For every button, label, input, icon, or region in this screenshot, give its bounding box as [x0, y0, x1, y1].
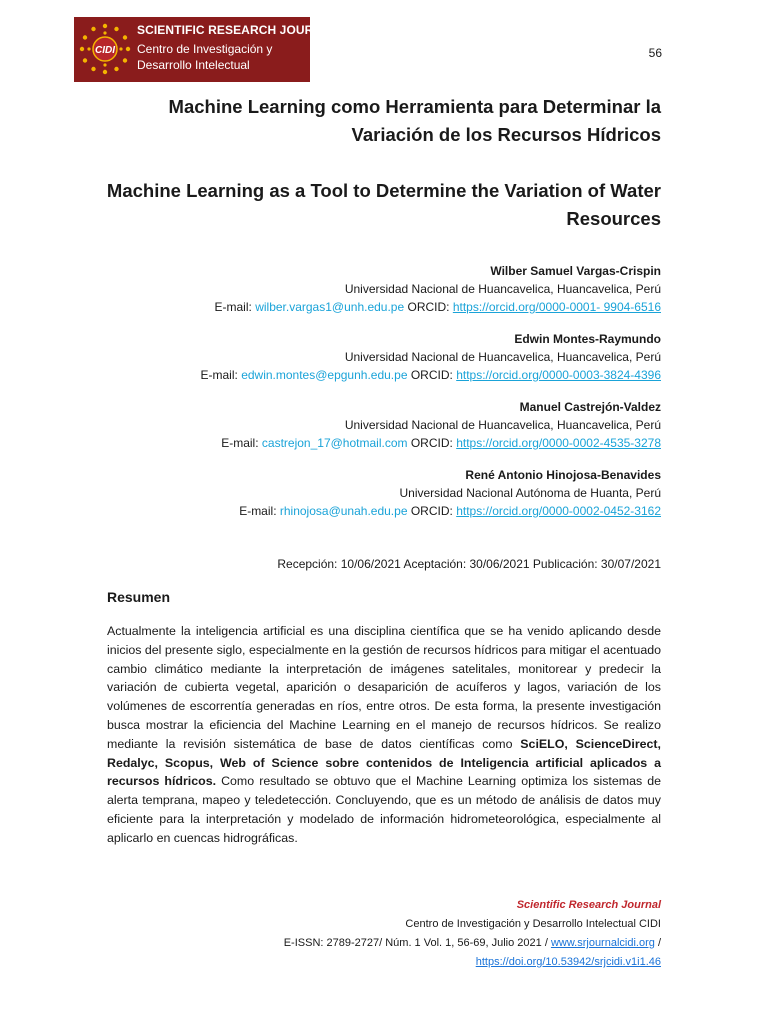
- author-entry: [100, 466, 661, 520]
- logo-title: SCIENTIFIC RESEARCH JOURNAL: [137, 23, 339, 37]
- footer-doi-line: [100, 953, 661, 972]
- footer-slash: /: [657, 937, 661, 949]
- email-link[interactable]: rhinojosa@unah.edu.pe: [279, 504, 408, 518]
- email-link[interactable]: castrejon_17@hotmail.com: [261, 436, 408, 450]
- email-label: E-mail:: [239, 504, 277, 518]
- author-contact: [100, 434, 661, 452]
- footer-doi-link[interactable]: https://doi.org/10.53942/srjcidi.v1i1.46: [475, 956, 661, 968]
- logo-subtitle: [137, 41, 307, 73]
- orcid-label: ORCID:: [410, 436, 453, 450]
- author-affiliation: Universidad Nacional de Huancavelica, Huancavelica, Perú: [344, 282, 661, 296]
- email-label: E-mail:: [200, 368, 238, 382]
- orcid-link[interactable]: https://orcid.org/0000-0002-0452-3162: [456, 504, 661, 518]
- author-entry: [100, 330, 661, 384]
- email-link[interactable]: wilber.vargas1@unh.edu.pe: [255, 300, 405, 314]
- title-spanish-block: [100, 93, 661, 149]
- author-entry: [100, 262, 661, 316]
- page-number: 56: [648, 46, 662, 60]
- author-affiliation: Universidad Nacional Autónoma de Huanta, Perú: [399, 486, 661, 500]
- orcid-link[interactable]: https://orcid.org/0000-0002-4535-3278: [456, 436, 661, 450]
- author-entry: [100, 398, 661, 452]
- page-footer: [100, 896, 661, 972]
- orcid-link[interactable]: https://orcid.org/0000-0001- 9904-6516: [452, 300, 661, 314]
- orcid-link[interactable]: https://orcid.org/0000-0003-3824-4396: [456, 368, 661, 382]
- footer-issn: E-ISSN: 2789-2727/ Núm. 1 Vol. 1, 56-69, Julio 2021 /: [283, 937, 548, 949]
- email-label: E-mail:: [214, 300, 252, 314]
- orcid-label: ORCID:: [410, 368, 453, 382]
- footer-journal-name: Scientific Research Journal: [516, 899, 661, 911]
- footer-issn-line: [100, 934, 661, 953]
- author-name: Edwin Montes-Raymundo: [514, 332, 661, 346]
- author-list: [100, 262, 661, 534]
- logo-subtitle-line-2: Desarrollo Intelectual: [137, 58, 250, 72]
- footer-website-link[interactable]: www.srjournalcidi.org: [550, 937, 655, 949]
- author-affiliation: Universidad Nacional de Huancavelica, Huancavelica, Perú: [344, 418, 661, 432]
- orcid-label: ORCID:: [410, 504, 453, 518]
- author-contact: [100, 298, 661, 316]
- publication-dates: Recepción: 10/06/2021 Aceptación: 30/06/2021 Publicación: 30/07/2021: [277, 557, 661, 571]
- email-label: E-mail:: [221, 436, 259, 450]
- logo-subtitle-line-1: Centro de Investigación y: [137, 42, 273, 56]
- cidi-sun-logo-icon: [78, 22, 132, 76]
- title-english: Machine Learning as a Tool to Determine the Variation of Water Resources: [106, 180, 661, 229]
- footer-center-name: Centro de Investigación y Desarrollo Intelectual CIDI: [405, 918, 661, 930]
- author-contact: [100, 502, 661, 520]
- title-spanish: Machine Learning como Herramienta para Determinar la Variación de los Recursos Hídricos: [168, 96, 661, 145]
- abstract-body: [107, 622, 661, 848]
- abstract-text-part-2: Como resultado se obtuvo que el Machine Learning optimiza los sistemas de alerta temprana, mapeo y teledetección. Concluyendo, que es un método de análisis de datos muy eficiente para la interpretación y modelado de información hidrometeorológica, especialmente al aplicarlo en cuencas hidrográficas.: [107, 774, 661, 845]
- author-name: Manuel Castrejón-Valdez: [519, 400, 661, 414]
- abstract-databases-bold: SciELO, ScienceDirect, Redalyc, Scopus, Web of Science sobre contenidos de Inteligencia artificial aplicados a recursos hídricos.: [107, 736, 661, 789]
- journal-logo-band: [74, 17, 339, 82]
- orcid-label: ORCID:: [407, 300, 450, 314]
- author-name: Wilber Samuel Vargas-Crispin: [490, 264, 661, 278]
- abstract-text-part-1: Actualmente la inteligencia artificial es una disciplina científica que se ha venido aplicando desde inicios del presente siglo, especialmente en la gestión de recursos hídricos para mitigar el acentuado cambio climático mediante la interpretación de imágenes satelitales, monitorear y predecir la variación de cubierta vegetal, aparición o desaparición de acuíferos y lagos, variación de los volúmenes de escorrentía generadas en ríos, entre otros. De esta forma, la presente investigación busca mostrar la eficiencia del Machine Learning en el manejo de recursos hídricos. Se realizo mediante la revisión sistemática de base de datos científicas como: [107, 624, 661, 751]
- author-contact: [100, 366, 661, 384]
- email-link[interactable]: edwin.montes@epgunh.edu.pe: [241, 368, 408, 382]
- author-name: René Antonio Hinojosa-Benavides: [465, 468, 661, 482]
- abstract-heading: Resumen: [107, 589, 171, 605]
- title-english-block: [100, 177, 661, 233]
- logo-badge-text: CIDI: [95, 45, 115, 56]
- author-affiliation: Universidad Nacional de Huancavelica, Huancavelica, Perú: [344, 350, 661, 364]
